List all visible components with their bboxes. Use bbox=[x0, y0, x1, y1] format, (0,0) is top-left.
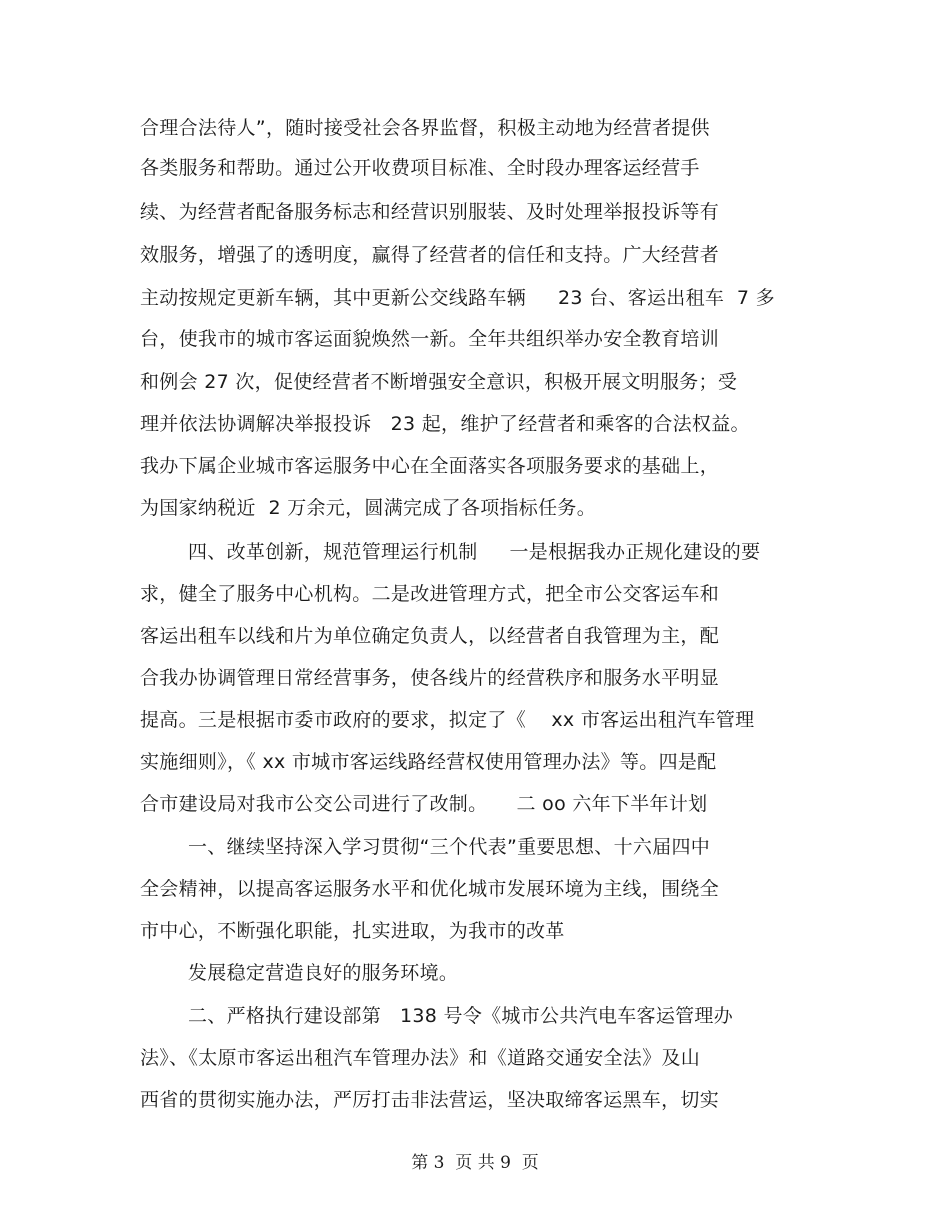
body-text-line: 我办下属企业城市客运服务中心在全面落实各项服务要求的基础上， bbox=[140, 455, 720, 477]
body-text-line: 理并依法协调解决举报投诉 23 起，维护了经营者和乘客的合法权益。 bbox=[140, 413, 750, 435]
body-text-line: 法》、《太原市客运出租汽车管理办法》和《道路交通安全法》及山 bbox=[140, 1047, 701, 1069]
body-text-line: 西省的贯彻实施办法，严厉打击非法营运，坚决取缔客运黑车，切实 bbox=[140, 1089, 720, 1111]
body-text-line: 和例会 27 次，促使经营者不断增强安全意识，积极开展文明服务；受 bbox=[140, 371, 738, 393]
body-text-line: 主动按规定更新车辆，其中更新公交线路车辆 23 台、客运出租车 7 多 bbox=[140, 287, 775, 309]
section-heading-line: 二、严格执行建设部第 138 号令《城市公共汽电车客运管理办 bbox=[188, 1005, 734, 1027]
section-heading-line: 一、继续坚持深入学习贯彻“三个代表”重要思想、十六届四中 bbox=[188, 836, 711, 858]
body-text-line: 为国家纳税近 2 万余元，圆满完成了各项指标任务。 bbox=[140, 497, 597, 519]
body-text-line: 台，使我市的城市客运面貌焕然一新。全年共组织举办安全教育培训 bbox=[140, 328, 720, 350]
body-text-line: 求，健全了服务中心机构。二是改进管理方式，把全市公交客运车和 bbox=[140, 583, 720, 605]
body-text-line: 全会精神，以提高客运服务水平和优化城市发展环境为主线，围绕全 bbox=[140, 878, 720, 900]
body-text-line: 续、为经营者配备服务标志和经营识别服装、及时处理举报投诉等有 bbox=[140, 201, 720, 223]
body-text-line: 市中心，不断强化职能，扎实进取，为我市的改革 bbox=[140, 920, 565, 942]
body-text-line: 合我办协调管理日常经营事务，使各线片的经营秩序和服务水平明显 bbox=[140, 667, 720, 689]
body-text-line: 发展稳定营造良好的服务环境。 bbox=[188, 962, 459, 984]
body-text-line: 合理合法待人”，随时接受社会各界监督，积极主动地为经营者提供 bbox=[140, 117, 710, 139]
body-text-line: 客运出租车以线和片为单位确定负责人，以经营者自我管理为主，配 bbox=[140, 625, 720, 647]
body-text-line: 实施细则》，《 xx 市城市客运线路经营权使用管理办法》等。四是配 bbox=[140, 751, 717, 773]
page-number-footer: 第 3 页 共 9 页 bbox=[411, 1153, 539, 1173]
body-text-line: 提高。三是根据市委市政府的要求，拟定了《 xx 市客运出租汽车管理 bbox=[140, 709, 755, 731]
body-text-line: 合市建设局对我市公交公司进行了改制。 二 oo 六年下半年计划 bbox=[140, 793, 708, 815]
body-text-line: 效服务，增强了的透明度，赢得了经营者的信任和支持。广大经营者 bbox=[140, 244, 720, 266]
body-text-line: 各类服务和帮助。通过公开收费项目标准、全时段办理客运经营手 bbox=[140, 157, 700, 179]
section-heading-line: 四、改革创新，规范管理运行机制 一是根据我办正规化建设的要 bbox=[188, 541, 761, 563]
